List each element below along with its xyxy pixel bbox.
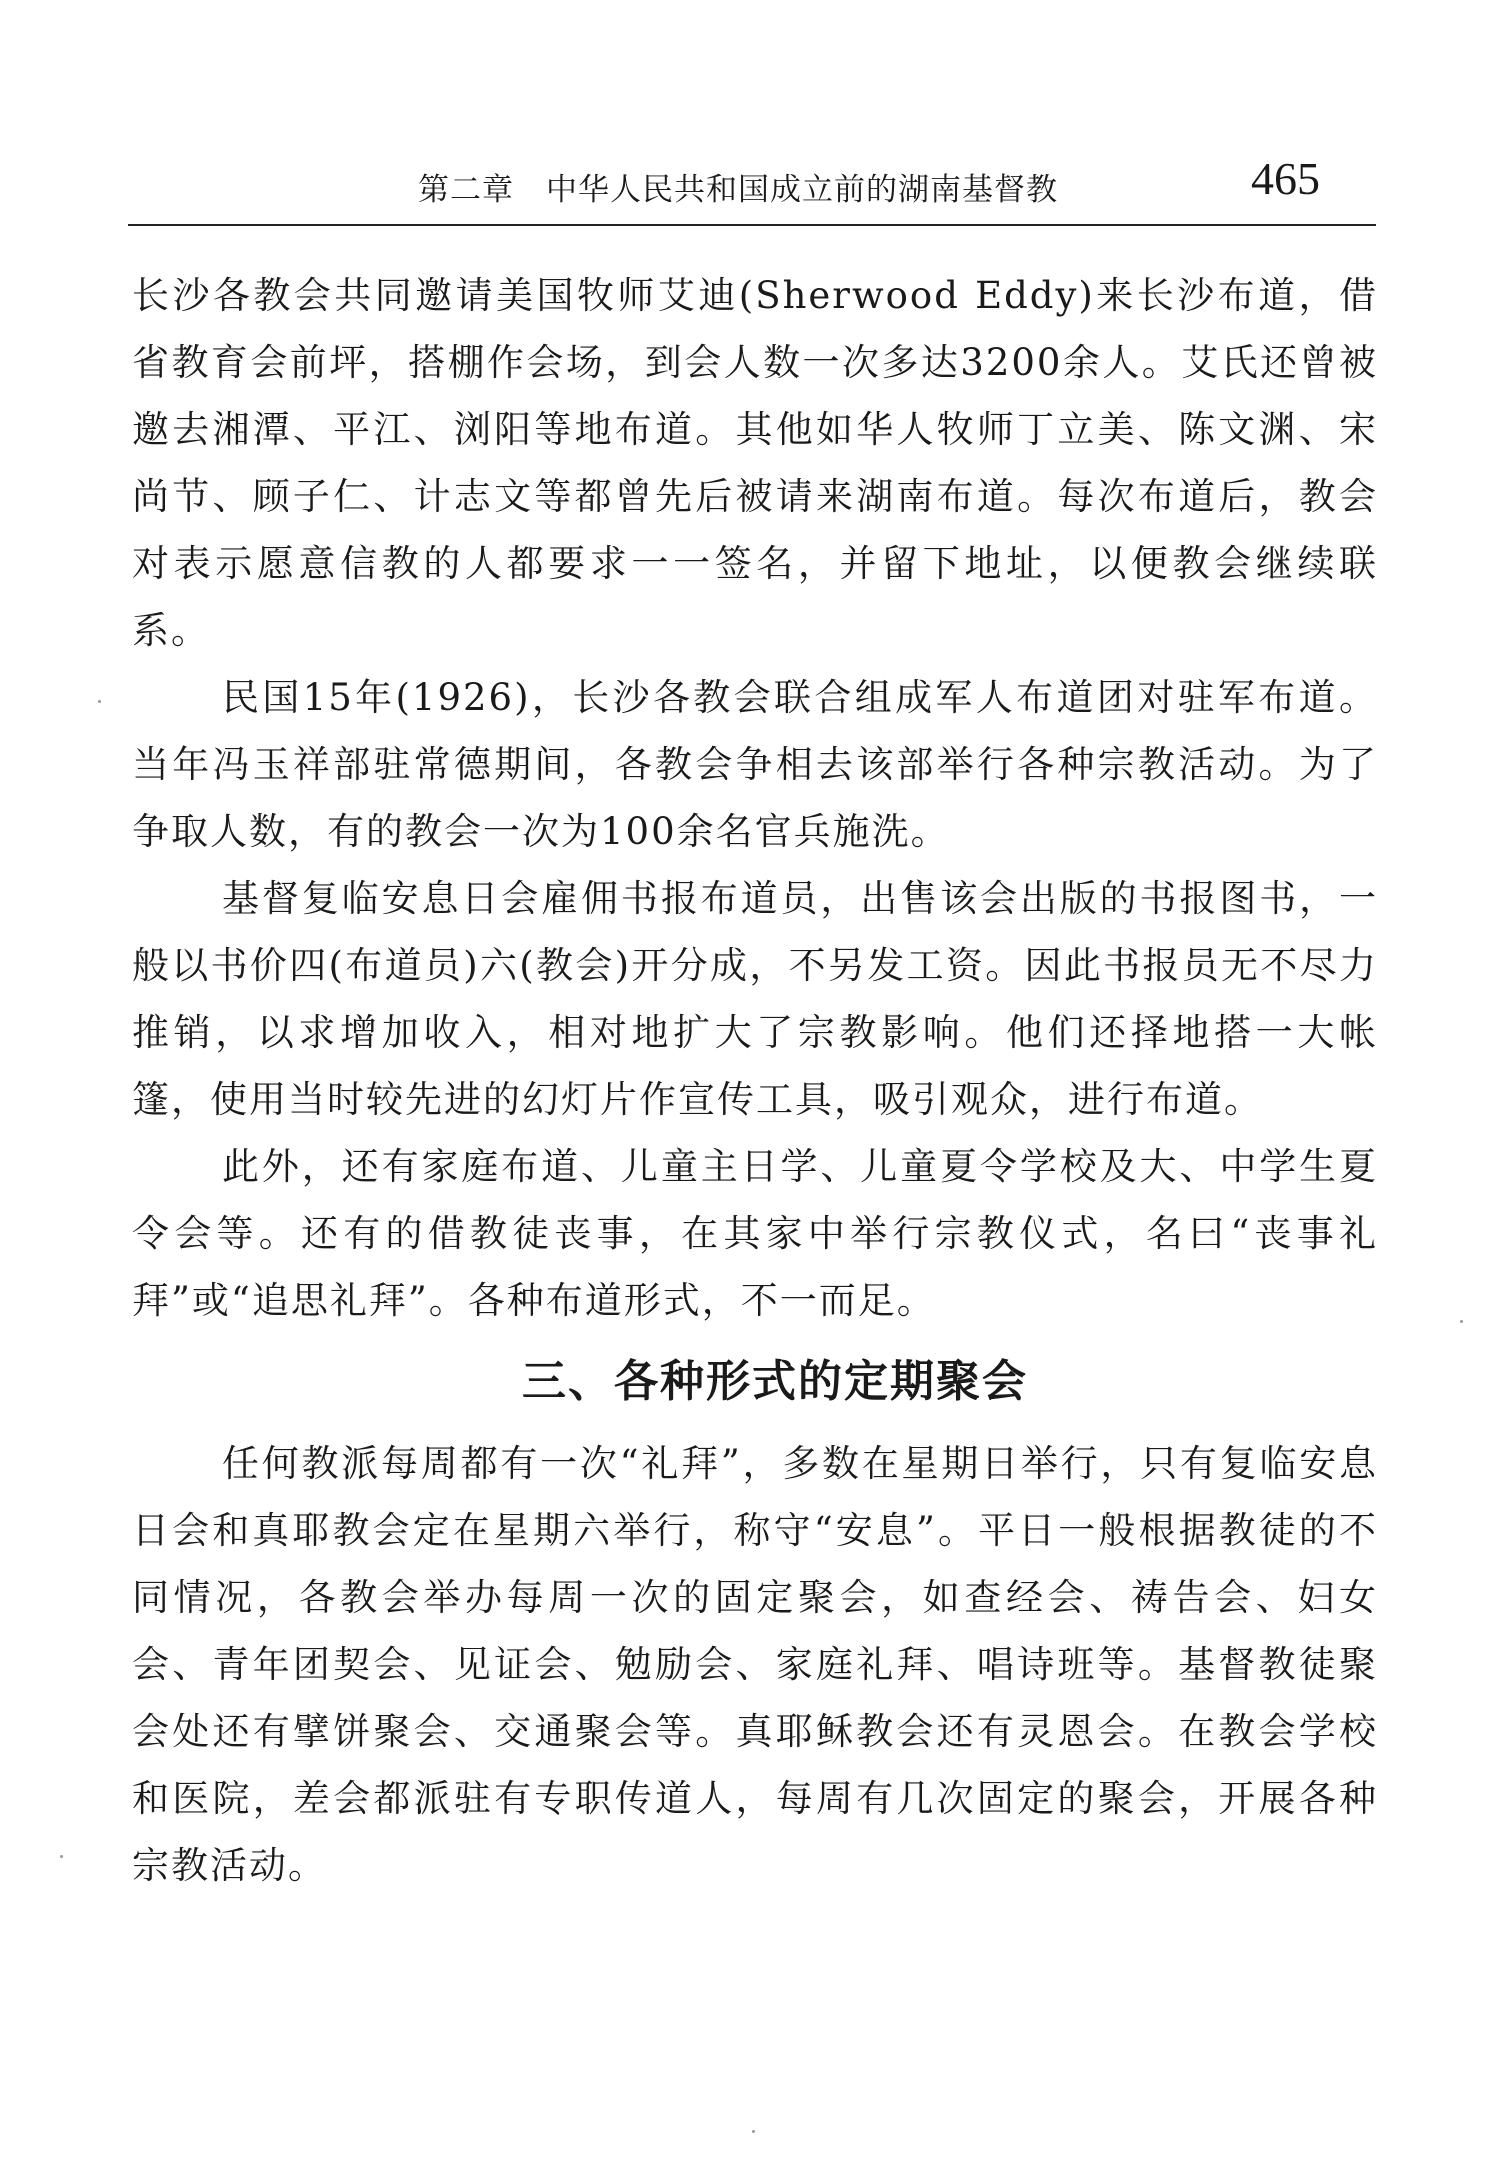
running-header — [128, 150, 1376, 226]
scan-speck — [752, 2130, 755, 2133]
paragraph-continuation: 长沙各教会共同邀请美国牧师艾迪(Sherwood Eddy)来长沙布道，借省教育会前坪，搭棚作会场，到会人数一次多达3200余人。艾氏还曾被邀去湘潭、平江、浏阳等地布道。其他如华人牧师丁立美、陈文渊、宋尚节、顾子仁、计志文等都曾先后被请来湖南布道。每次布道后，教会对表示愿意信教的人都要求一一签名，并留下地址，以便教会继续联系。 — [132, 274, 1378, 652]
section-heading: 三、各种形式的定期聚会 — [522, 1356, 1028, 1407]
scan-speck — [1460, 1320, 1463, 1323]
page-number: 465 — [1251, 153, 1320, 204]
section-paragraph: 任何教派每周都有一次“礼拜”，多数在星期日举行，只有复临安息日会和真耶教会定在星期六举行，称守“安息”。平日一般根据教徒的不同情况，各教会举办每周一次的固定聚会，如查经会、祷告会、妇女会、青年团契会、见证会、勉励会、家庭礼拜、唱诗班等。基督教徒聚会处还有擘饼聚会、交通聚会等。真耶稣教会还有灵恩会。在教会学校和医院，差会都派驻有专职传道人，每周有几次固定的聚会，开展各种宗教活动。 — [132, 1442, 1378, 1887]
paragraph: 民国15年(1926)，长沙各教会联合组成军人布道团对驻军布道。当年冯玉祥部驻常德期间，各教会争相去该部举行各种宗教活动。为了争取人数，有的教会一次为100余名官兵施洗。 — [132, 676, 1378, 853]
chapter-title: 第二章 中华人民共和国成立前的湖南基督教 — [418, 172, 1058, 208]
paragraph: 此外，还有家庭布道、儿童主日学、儿童夏令学校及大、中学生夏令会等。还有的借教徒丧事，在其家中举行宗教仪式，名曰“丧事礼拜”或“追思礼拜”。各种布道形式，不一而足。 — [132, 1145, 1378, 1322]
body-text — [132, 262, 1378, 1899]
scan-speck — [60, 1855, 63, 1858]
scan-speck — [98, 700, 101, 703]
paragraph: 基督复临安息日会雇佣书报布道员，出售该会出版的书报图书，一般以书价四(布道员)六(教会)开分成，不另发工资。因此书报员无不尽力推销，以求增加收入，相对地扩大了宗教影响。他们还择地搭一大帐篷，使用当时较先进的幻灯片作宣传工具，吸引观众，进行布道。 — [132, 877, 1378, 1121]
